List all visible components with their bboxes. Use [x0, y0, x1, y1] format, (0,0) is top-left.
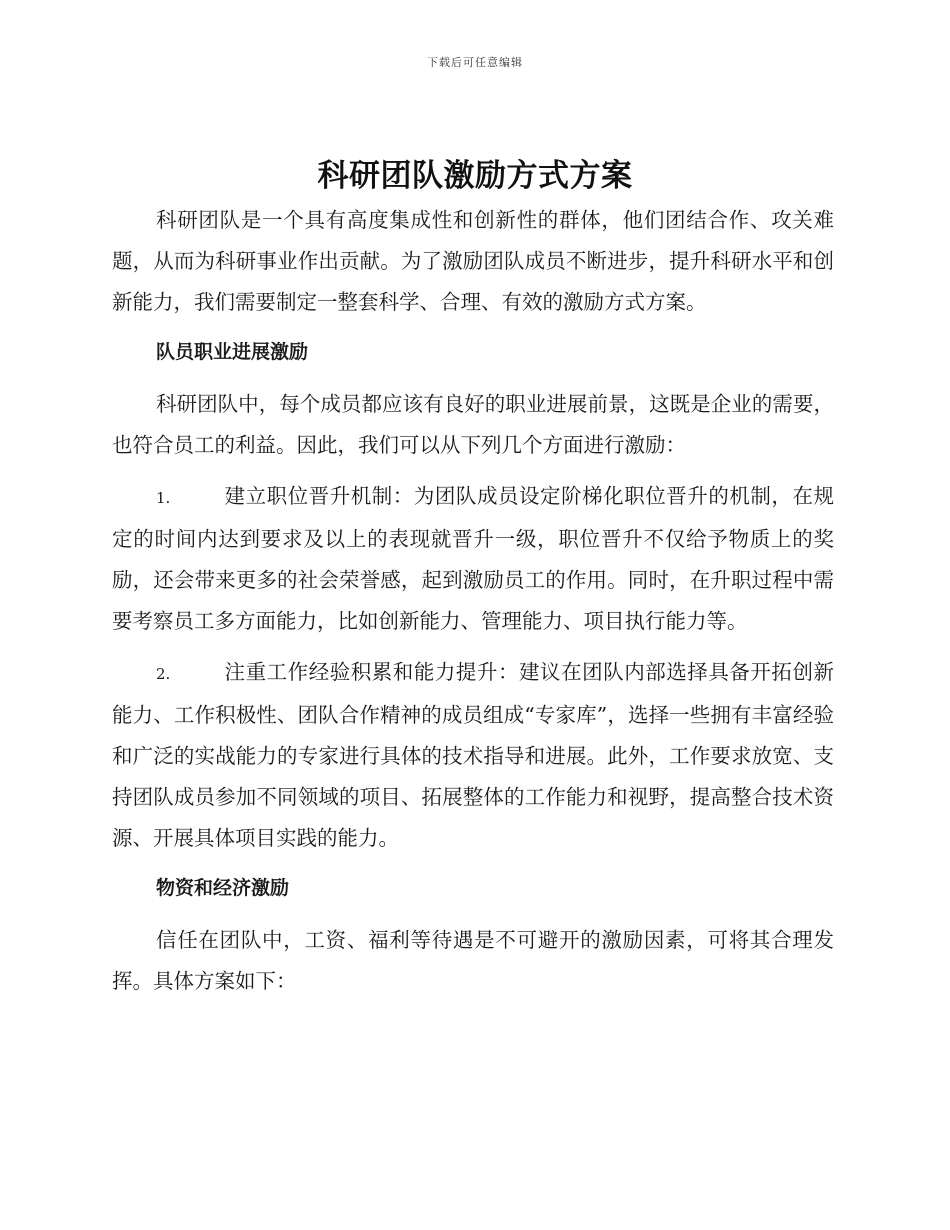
section-heading-career: 队员职业进展激励	[156, 341, 309, 363]
list-number: 2.	[156, 665, 171, 683]
list-item	[112, 476, 834, 642]
list-item	[112, 652, 834, 859]
document-body	[112, 200, 834, 1012]
page-header: 下载后可任意编辑	[427, 56, 523, 69]
document-title: 科研团队激励方式方案	[317, 158, 633, 194]
material-intro-paragraph: 信任在团队中，工资、福利等待遇是不可避开的激励因素，可将其合理发挥。具体方案如下：	[112, 928, 834, 993]
list-item-text: 建立职位晋升机制：为团队成员设定阶梯化职位晋升的机制，在规定的时间内达到要求及以上的表现就晋升一级，职位晋升不仅给予物质上的奖励，还会带来更多的社会荣誉感，起到激励员工的作用。同时，在升职过程中需要考察员工多方面能力，比如创新能力、管理能力、项目执行能力等。	[112, 484, 834, 633]
career-intro-paragraph: 科研团队中，每个成员都应该有良好的职业进展前景，这既是企业的需要，也符合员工的利益。因此，我们可以从下列几个方面进行激励：	[112, 392, 834, 457]
section-heading-material: 物资和经济激励	[156, 877, 290, 899]
intro-paragraph: 科研团队是一个具有高度集成性和创新性的群体，他们团结合作、攻关难题，从而为科研事业作出贡献。为了激励团队成员不断进步，提升科研水平和创新能力，我们需要制定一整套科学、合理、有效的激励方式方案。	[112, 208, 834, 314]
list-item-text: 注重工作经验积累和能力提升：建议在团队内部选择具备开拓创新能力、工作积极性、团队合作精神的成员组成“专家库”，选择一些拥有丰富经验和广泛的实战能力的专家进行具体的技术指导和进展。此外，工作要求放宽、支持团队成员参加不同领域的项目、拓展整体的工作能力和视野，提高整合技术资源、开展具体项目实践的能力。	[112, 660, 834, 850]
list-number: 1.	[156, 489, 171, 507]
